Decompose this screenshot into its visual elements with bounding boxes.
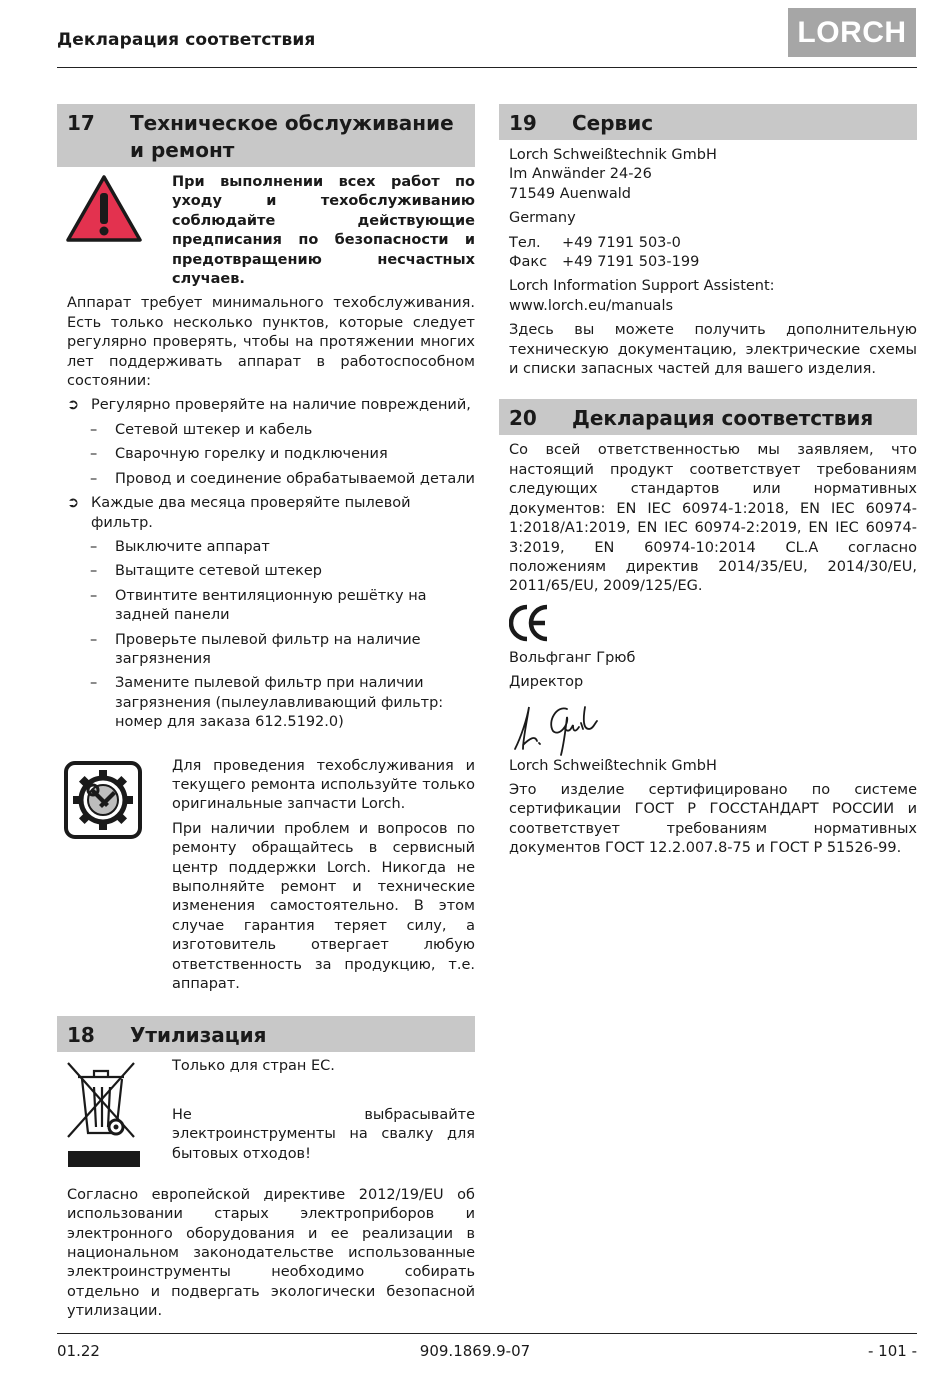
list-item: – Проверьте пылевой фильтр на наличие загрязнения [57, 631, 475, 670]
assistant-label: Lorch Information Support Assistent: [509, 278, 775, 295]
list-item: – Отвинтите вентиляционную решётку на задней панели [57, 587, 475, 626]
section-title: Утилизация [130, 1023, 267, 1048]
disposal-note [57, 1057, 475, 1179]
footer-doc-number: 909.1869.9-07 [419, 1342, 531, 1360]
company-name: Lorch Schweißtechnik GmbH [509, 757, 717, 774]
maintenance-intro: Аппарат требует минимального техобслуживания. Есть только несколько пунктов, которые следует регулярно проверять, чтобы на протяжении многих лет поддерживать аппарат в работоспособном состоянии: [67, 295, 475, 390]
fax-number: +49 7191 503-199 [562, 254, 700, 271]
header-rule [57, 67, 917, 68]
signer-role: Директор [509, 674, 584, 691]
list-item-text: Сетевой штекер и кабель [115, 421, 313, 438]
service-address [499, 146, 917, 204]
docs-text: Здесь вы можете получить дополнительную техническую документацию, электрические схемы и списки запасных частей для вашего изделия. [509, 322, 917, 378]
section-number: 18 [67, 1023, 95, 1048]
safety-warning [57, 173, 475, 289]
signer-name: Вольфганг Грюб [509, 649, 636, 666]
list-item: – Провод и соединение обрабатываемой детали [57, 470, 475, 489]
section-17-header [57, 104, 475, 167]
warning-triangle-icon [64, 173, 144, 245]
arrow-bullet-icon: ➲ [67, 397, 80, 414]
service-center-text: При наличии проблем и вопросов по ремонту обращайтесь в сервисный центр поддержки Lorch. Никогда не выполняйте ремонт и технические изменения самостоятельно. В этом случае гарантия теряет силу, а изготовитель отвергает любую ответственность за продукцию, т.е. аппарат. [172, 820, 475, 993]
country: Germany [509, 210, 576, 227]
footer-date: 01.22 [57, 1342, 100, 1360]
eu-only-text: Только для стран ЕС. [172, 1058, 335, 1075]
signature-icon [509, 699, 599, 757]
section-title: Техническое обслуживание и ремонт [130, 111, 454, 162]
contact-numbers [499, 234, 917, 273]
list-item-text: Вытащите сетевой штекер [115, 563, 323, 580]
list-item-text: Провод и соединение обрабатываемой детали [115, 470, 475, 487]
page-header-title: Декларация соответствия [57, 30, 316, 50]
lorch-logo: LORCH [788, 8, 916, 57]
spare-parts-text: Для проведения техобслуживания и текущего ремонта используйте только оригинальные запчасти Lorch. [172, 757, 475, 813]
phone-label: Тел. [509, 234, 541, 251]
warning-text: При выполнении всех работ по уходу и техобслуживанию соблюдайте действующие предписания по безопасности и предотвращению несчастных случаев. [172, 174, 475, 288]
list-item: – Выключите аппарат [57, 538, 475, 557]
section-title: Сервис [572, 111, 654, 135]
list-item: – Сварочную горелку и подключения [57, 445, 475, 464]
conformity-declaration: Со всей ответственностью мы заявляем, что настоящий продукт соответствует требованиям следующих стандартов или нормативных документов: EN IEC 60974-1:2018, EN IEC 60974-1:2018/A1:2019, EN IEC 60974-2:2019, EN IEC 60974-3:2019, EN 60974-10:2014 CL.A согласно положениям директив 2014/35/EU, 2014/30/EU, 2011/65/EU, 2009/125/EG. [509, 442, 917, 595]
list-item: – Сетевой штекер и кабель [57, 421, 475, 440]
fax-label: Факс [509, 254, 548, 271]
list-item [57, 396, 475, 415]
section-18-header [57, 1016, 475, 1052]
list-item: – Замените пылевой фильтр при наличии загрязнения (пылеулавливающий фильтр: номер для заказа 612.5192.0) [57, 674, 475, 732]
page-number: - 101 - [868, 1342, 917, 1360]
list-item-text: Замените пылевой фильтр при наличии загрязнения (пылеулавливающий фильтр: номер для заказа 612.5192.0) [115, 675, 444, 731]
list-item-text: Проверьте пылевой фильтр на наличие загрязнения [115, 631, 421, 667]
gost-certification: Это изделие сертифицировано по системе сертификации ГОСТ Р ГОССТАНДАРТ РОССИИ и соответствует требованиям нормативных документов ГОСТ 12.2.007.8-75 и ГОСТ Р 51526-99. [509, 781, 917, 857]
section-number: 20 [509, 406, 537, 431]
spare-parts-note [57, 757, 475, 995]
list-item-text: Регулярно проверяйте на наличие повреждений, [91, 397, 471, 414]
phone-number: +49 7191 503-0 [562, 234, 681, 251]
section-20-header [499, 399, 917, 435]
manuals-link[interactable]: www.lorch.eu/manuals [509, 297, 674, 314]
section-number: 17 [67, 111, 95, 135]
section-title: Декларация соответствия [572, 406, 874, 431]
list-item-text: Выключите аппарат [115, 538, 270, 555]
weee-directive-text: Согласно европейской директиве 2012/19/EU об использовании старых электроприборов и электронного оборудования и ее реализации в национальном законодательстве использованные электроинструменты необходимо собирать отдельно и подвергать экологически безопасной утилизации. [67, 1186, 475, 1320]
left-column [57, 104, 475, 1322]
section-number: 19 [509, 111, 537, 135]
crossed-bin-icon [64, 1057, 142, 1173]
list-item-text: Сварочную горелку и подключения [115, 446, 388, 463]
street-address: Im Anwänder 24-26 [509, 166, 652, 183]
list-item [57, 494, 475, 533]
list-item-text: Каждые два месяца проверяйте пылевой фильтр. [91, 495, 411, 531]
right-column [499, 104, 917, 859]
maintenance-gear-icon [64, 761, 142, 839]
footer-rule [57, 1333, 917, 1334]
section-19-header [499, 104, 917, 140]
list-item-text: Отвинтите вентиляционную решётку на задней панели [115, 587, 427, 624]
ce-mark-icon [509, 603, 551, 643]
no-trash-text: Не выбрасывайте электроинструменты на свалку для бытовых отходов! [172, 1106, 475, 1162]
company-name: Lorch Schweißtechnik GmbH [509, 147, 717, 163]
arrow-bullet-icon: ➲ [67, 495, 80, 512]
list-item: – Вытащите сетевой штекер [57, 562, 475, 581]
city-address: 71549 Auenwald [509, 185, 631, 202]
